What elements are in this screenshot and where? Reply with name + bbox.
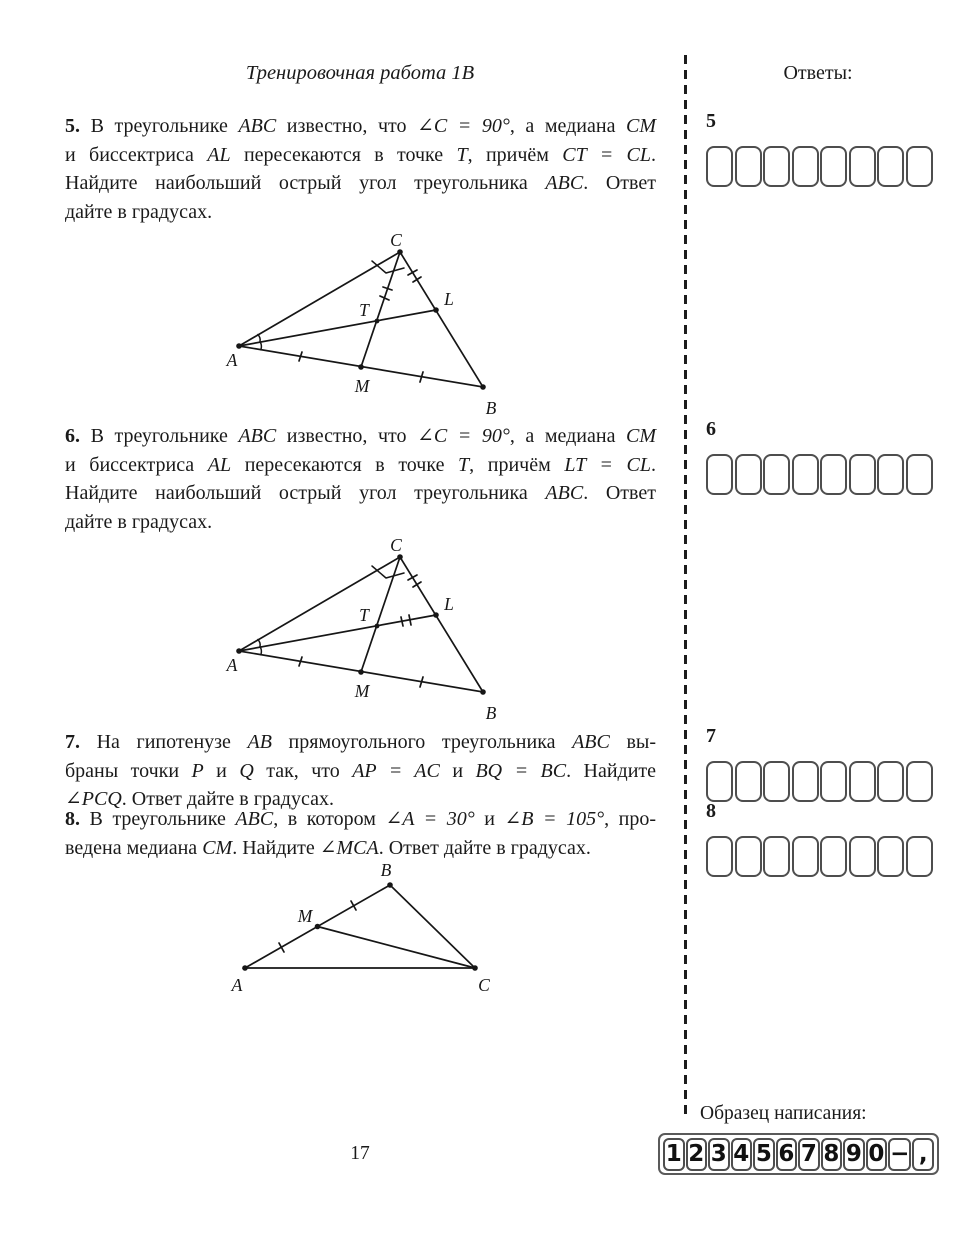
problem-8-line-1: 8. В треугольнике ABC, в котором ∠A = 30° и ∠B = 105°, про- — [65, 808, 657, 830]
sample-char-cell: − — [888, 1138, 911, 1171]
answer-cell[interactable] — [763, 454, 790, 495]
sample-char-cell: , — [912, 1138, 934, 1171]
problem-7 — [65, 728, 656, 814]
answer-cell[interactable] — [792, 146, 819, 187]
fig6-label-M: M — [354, 681, 370, 701]
fig6-label-L: L — [444, 594, 454, 614]
problem-5 — [65, 112, 656, 226]
answer-label-5: 5 — [706, 110, 716, 132]
point-L — [433, 612, 439, 618]
fig8-label-A: A — [231, 975, 243, 995]
writing-sample-caption: Образец написания: — [700, 1103, 867, 1124]
point-L — [433, 307, 439, 313]
point-M — [315, 924, 321, 930]
point-C — [472, 965, 478, 971]
problem-7-line-1: 7. На гипотенузе AB прямоугольного треугольника ABC вы- — [65, 731, 657, 753]
fig5-label-B: B — [485, 398, 497, 418]
answer-grid-6 — [706, 454, 938, 495]
fig5-label-A: A — [226, 350, 238, 370]
sample-char-cell: 8 — [821, 1138, 843, 1171]
problem-8-line-2: ведена медиана CM. Найдите ∠MCA. Ответ дайте в градусах. — [65, 836, 591, 859]
answer-cell[interactable] — [706, 761, 733, 802]
answer-cell[interactable] — [735, 146, 762, 187]
problem-5-line-3: Найдите наибольший острый угол треугольника ABC. Ответ — [65, 172, 656, 194]
problem-7-line-3: ∠PCQ. Ответ дайте в градусах. — [65, 788, 334, 810]
answer-block-6 — [706, 418, 938, 495]
answer-grid-7 — [706, 761, 938, 802]
sample-char-cell: 0 — [866, 1138, 888, 1171]
fig6-label-B: B — [485, 703, 497, 723]
point-A — [236, 648, 242, 654]
answer-cell[interactable] — [792, 454, 819, 495]
answer-grid-8 — [706, 836, 938, 877]
answer-cell[interactable] — [820, 146, 847, 187]
page-number: 17 — [350, 1143, 370, 1164]
fig8-label-C: C — [478, 975, 490, 995]
answer-cell[interactable] — [906, 836, 933, 877]
answer-cell[interactable] — [706, 836, 733, 877]
answer-cell[interactable] — [849, 454, 876, 495]
sample-char-cell: 6 — [776, 1138, 798, 1171]
answer-cell[interactable] — [735, 454, 762, 495]
answer-cell[interactable] — [877, 454, 904, 495]
sample-char-cell: 5 — [753, 1138, 775, 1171]
problem-6 — [65, 422, 656, 536]
answer-cell[interactable] — [849, 836, 876, 877]
problem-6-line-4: дайте в градусах. — [65, 510, 213, 533]
answer-block-7 — [706, 725, 938, 802]
point-A — [236, 343, 242, 349]
point-M — [358, 669, 364, 675]
answer-cell[interactable] — [906, 454, 933, 495]
answer-cell[interactable] — [906, 146, 933, 187]
answer-grid-5 — [706, 146, 938, 187]
answer-cell[interactable] — [792, 761, 819, 802]
answer-cell[interactable] — [763, 146, 790, 187]
problem-5-line-2: и биссектриса AL пересекаются в точке T, причём CT = CL. — [65, 143, 657, 166]
column-divider — [684, 55, 687, 1115]
fig8-label-B: B — [380, 860, 392, 880]
problem-6-line-2: и биссектриса AL пересекаются в точке T, причём LT = CL. — [65, 453, 656, 476]
problem-6-line-3: Найдите наибольший острый угол треугольника ABC. Ответ — [65, 482, 656, 504]
fig6-label-A: A — [226, 655, 238, 675]
sample-char-cell: 9 — [843, 1138, 865, 1171]
fig6-label-C: C — [390, 535, 402, 555]
answer-cell[interactable] — [706, 146, 733, 187]
sample-char-cell: 7 — [798, 1138, 820, 1171]
fig5-label-L: L — [444, 289, 454, 309]
angle-marks-C — [372, 261, 404, 273]
writing-sample-strip — [658, 1133, 939, 1175]
fig5-label-C: C — [390, 230, 402, 250]
answer-cell[interactable] — [763, 836, 790, 877]
answer-cell[interactable] — [849, 146, 876, 187]
answer-cell[interactable] — [820, 836, 847, 877]
answer-cell[interactable] — [820, 454, 847, 495]
problem-5-line-1: 5. В треугольнике ABC известно, что ∠C = 90°, а медиана CM — [65, 115, 657, 137]
problem-7-line-2: браны точки P и Q так, что AP = AC и BQ = BC. Найдите — [65, 759, 657, 782]
sample-char-cell: 4 — [731, 1138, 753, 1171]
problem-6-line-1: 6. В треугольнике ABC известно, что ∠C = 90°, а медиана CM — [65, 425, 657, 447]
answer-label-6: 6 — [706, 418, 716, 440]
answer-cell[interactable] — [706, 454, 733, 495]
answer-cell[interactable] — [877, 836, 904, 877]
answer-cell[interactable] — [849, 761, 876, 802]
page-title: Тренировочная работа 1В — [245, 62, 475, 84]
median-MC — [318, 927, 476, 969]
point-T — [375, 319, 380, 324]
point-B — [480, 689, 486, 695]
point-C — [397, 554, 403, 560]
fig8-label-M: M — [297, 906, 313, 926]
triangle-outline — [245, 885, 475, 968]
answer-cell[interactable] — [792, 836, 819, 877]
answer-block-5 — [706, 110, 938, 187]
fig5-label-M: M — [354, 376, 370, 396]
figure-problem-6 — [200, 530, 520, 726]
answer-cell[interactable] — [906, 761, 933, 802]
point-A — [242, 965, 248, 971]
point-T — [375, 624, 380, 629]
problem-5-line-4: дайте в градусах. — [65, 200, 213, 223]
answer-cell[interactable] — [877, 146, 904, 187]
answer-cell[interactable] — [877, 761, 904, 802]
point-C — [397, 249, 403, 255]
figure-problem-5 — [200, 225, 520, 421]
point-M — [358, 364, 364, 370]
sample-char-cell: 3 — [708, 1138, 730, 1171]
figure-problem-8 — [220, 860, 500, 1000]
answer-label-7: 7 — [706, 725, 716, 747]
point-B — [387, 882, 393, 888]
answers-column-header: Ответы: — [783, 62, 853, 84]
point-B — [480, 384, 486, 390]
answer-cell[interactable] — [735, 761, 762, 802]
fig6-label-T: T — [359, 605, 369, 625]
answer-cell[interactable] — [763, 761, 790, 802]
sample-char-cell: 2 — [686, 1138, 708, 1171]
answer-cell[interactable] — [820, 761, 847, 802]
answer-block-8 — [706, 800, 938, 877]
fig5-label-T: T — [359, 300, 369, 320]
answer-label-8: 8 — [706, 800, 716, 822]
answer-cell[interactable] — [735, 836, 762, 877]
problem-8 — [65, 805, 656, 862]
angle-marks-C — [372, 566, 404, 578]
sample-char-cell: 1 — [663, 1138, 685, 1171]
